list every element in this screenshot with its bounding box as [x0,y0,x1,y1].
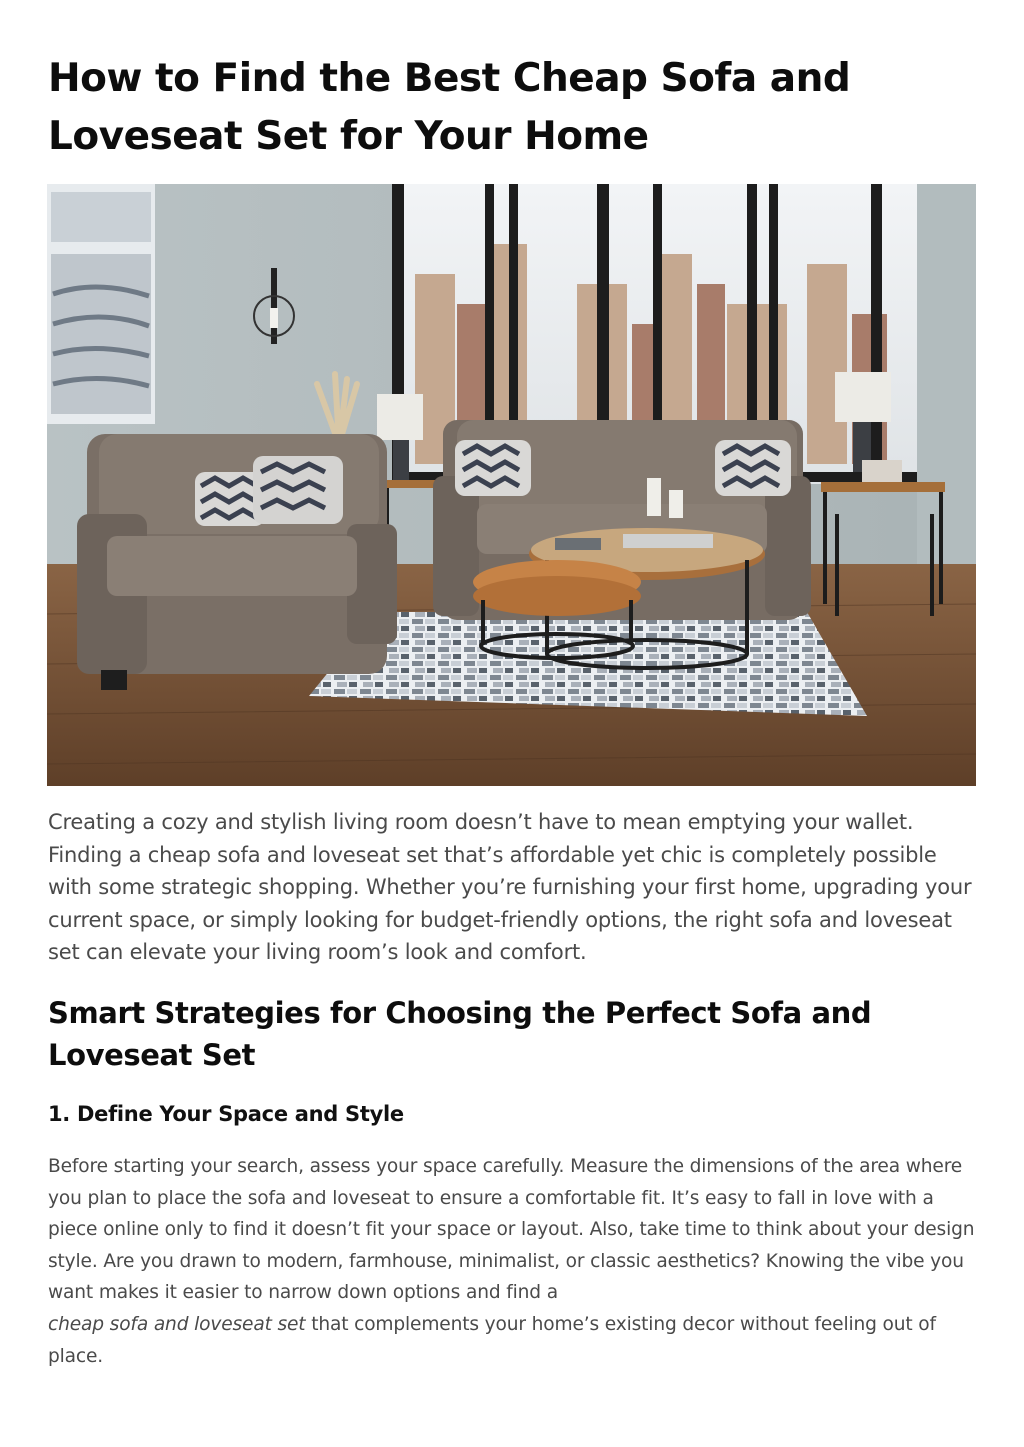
body-paragraph [48,1151,983,1372]
body-text-start: Before starting your search, assess your space carefully. Measure the dimensions of the area where you plan to place the sofa and loveseat to ensure a comfortable fit. It’s easy to fall in love with a piece online only to find it doesn’t fit your space or layout. Also, take time to think about your design style. Are you drawn to modern, farmhouse, minimalist, or classic aesthetics? Knowing the vibe you want makes it easier to narrow down options and find a [48,1156,975,1304]
subsection-heading: 1. Define Your Space and Style [48,1102,404,1126]
section-heading: Smart Strategies for Choosing the Perfect Sofa and Loveseat Set [48,996,872,1072]
living-room-photo [47,184,976,786]
intro-paragraph: Creating a cozy and stylish living room doesn’t have to mean emptying your wallet. Finding a cheap sofa and loveseat set that’s affordable yet chic is completely possible with some strategic shopping. Whether you’re furnishing your first home, upgrading your current space, or simply looking for budget-friendly options, the right sofa and loveseat set can elevate your living room’s look and comfort. [48,810,972,964]
italic-keyword: cheap sofa and loveseat set [48,1313,306,1335]
body-text-end: that complements your home’s existing decor without feeling out of place. [48,1313,936,1367]
article-title: How to Find the Best Cheap Sofa and Loveseat Set for Your Home [48,56,851,159]
